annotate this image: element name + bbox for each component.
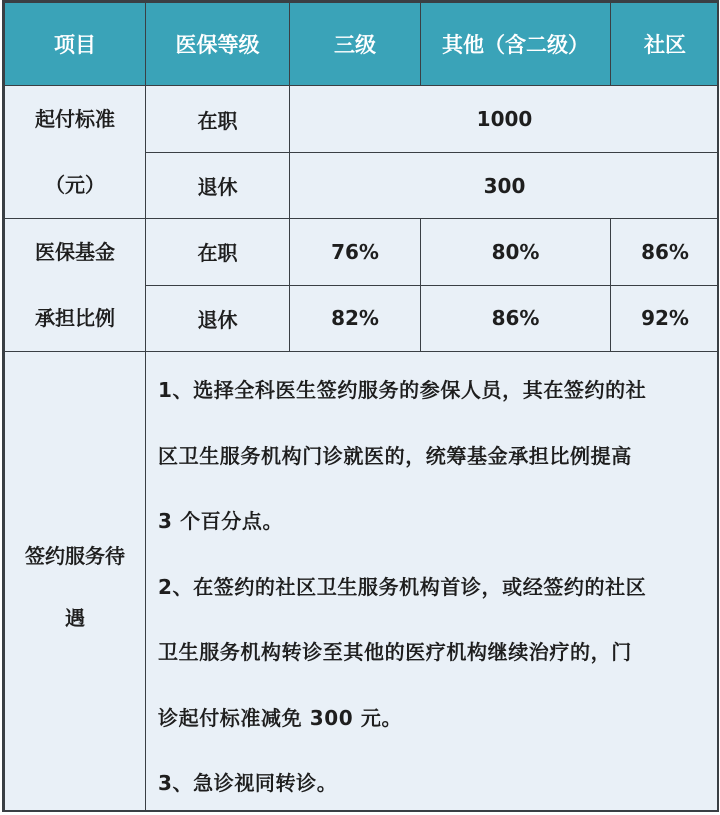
deductible-working-row <box>5 86 720 153</box>
benefit-line-1: 1、选择全科医生签约服务的参保人员，其在签约的社 <box>158 378 647 402</box>
benefit-row <box>5 352 720 813</box>
benefit-line-4: 2、在签约的社区卫生服务机构首诊，或经签约的社区 <box>158 574 647 599</box>
ratio-retired-tier3: 82% <box>290 285 421 352</box>
header-other: 其他（含二级） <box>421 3 611 86</box>
table-header-row <box>5 3 720 86</box>
benefit-line-3: 3 个百分点。 <box>158 509 284 533</box>
ratio-retired-other: 86% <box>421 285 611 352</box>
benefit-label-line1: 签约服务待 <box>25 544 125 569</box>
ratio-label-line1: 医保基金 <box>35 240 115 264</box>
deductible-working-label: 在职 <box>146 86 290 153</box>
ratio-retired-community: 92% <box>611 285 720 352</box>
ratio-label-cell <box>5 219 146 352</box>
deductible-label-line1: 起付标准 <box>35 107 115 131</box>
benefit-label-cell <box>5 352 146 813</box>
benefit-line-7: 3、急诊视同转诊。 <box>158 771 338 795</box>
header-community: 社区 <box>611 3 720 86</box>
header-tier3: 三级 <box>290 3 421 86</box>
benefit-line-5: 卫生服务机构转诊至其他的医疗机构继续治疗的，门 <box>158 640 632 664</box>
header-item: 项目 <box>5 3 146 86</box>
ratio-label-line2: 承担比例 <box>35 306 115 330</box>
deductible-label-cell <box>5 86 146 219</box>
ratio-working-other: 80% <box>421 219 611 286</box>
ratio-working-row <box>5 219 720 286</box>
benefit-line-6: 诊起付标准减免 300 元。 <box>158 705 403 730</box>
deductible-label-line2: （元） <box>45 173 105 197</box>
ratio-working-tier3: 76% <box>290 219 421 286</box>
deductible-working-value: 1000 <box>290 86 720 153</box>
deductible-retired-value: 300 <box>290 153 720 219</box>
benefit-label-line2: 遇 <box>65 606 85 631</box>
deductible-retired-label: 退休 <box>146 153 290 219</box>
header-level: 医保等级 <box>146 3 290 86</box>
medical-insurance-table-frame <box>2 0 719 812</box>
medical-insurance-table <box>4 2 719 812</box>
benefit-line-2: 区卫生服务机构门诊就医的，统筹基金承担比例提高 <box>158 443 632 468</box>
ratio-working-label: 在职 <box>146 219 290 286</box>
ratio-retired-label: 退休 <box>146 285 290 352</box>
ratio-working-community: 86% <box>611 219 720 286</box>
benefit-text-cell <box>146 352 720 813</box>
